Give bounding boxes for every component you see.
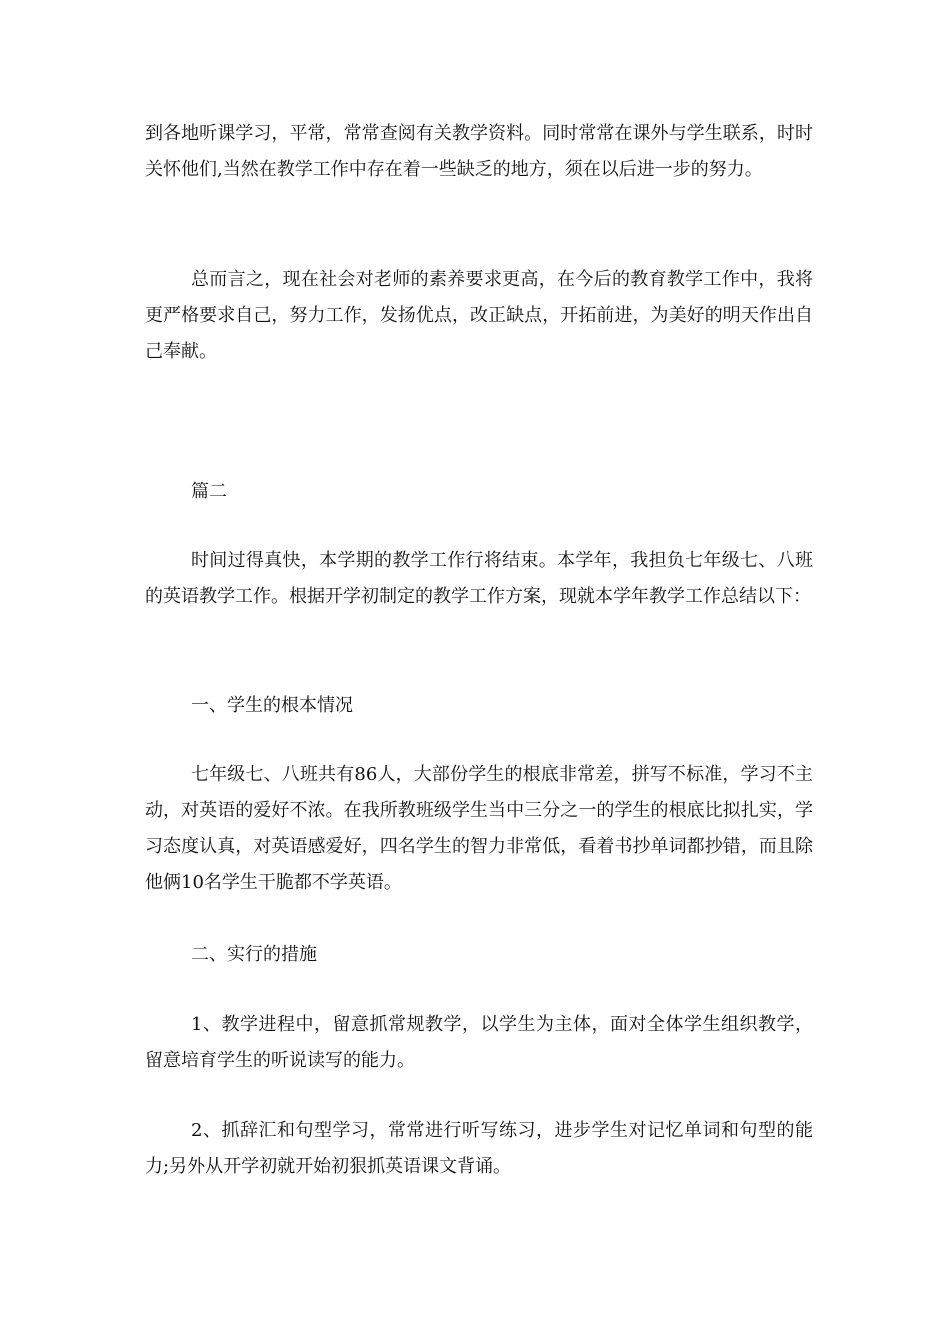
section-title: 篇二 <box>191 481 227 502</box>
heading-measures: 二、实行的措施 <box>191 944 317 965</box>
paragraph-measure-2: 2、抓辞汇和句型学习，常常进行听写练习，进步学生对记忆单词和句型的能力;另外从开学初就开始初狠抓英语课文背诵。 <box>145 1120 813 1177</box>
paragraph-continuation: 到各地听课学习，平常，常常查阅有关教学资料。同时常常在课外与学生联系，时时关怀他们,当然在教学工作中存在着一些缺乏的地方，须在以后进一步的努力。 <box>145 123 813 180</box>
paragraph-conclusion: 总而言之，现在社会对老师的素养要求更高，在今后的教育教学工作中，我将更严格要求自己，努力工作，发扬优点，改正缺点，开拓前进，为美好的明天作出自己奉献。 <box>145 269 813 362</box>
paragraph-student-situation: 七年级七、八班共有86人，大部份学生的根底非常差，拼写不标准，学习不主动，对英语的爱好不浓。在我所教班级学生当中三分之一的学生的根底比拟扎实，学习态度认真，对英语感爱好，四名学生的智力非常低，看着书抄单词都抄错，而且除他俩10名学生干脆都不学英语。 <box>145 764 813 893</box>
heading-student-situation: 一、学生的根本情况 <box>191 695 353 716</box>
paragraph-intro: 时间过得真快，本学期的教学工作行将结束。本学年，我担负七年级七、八班的英语教学工作。根据开学初制定的教学工作方案，现就本学年教学工作总结以下： <box>145 550 813 607</box>
paragraph-measure-1: 1、教学进程中，留意抓常规教学，以学生为主体，面对全体学生组织教学，留意培育学生的听说读写的能力。 <box>145 1014 813 1071</box>
